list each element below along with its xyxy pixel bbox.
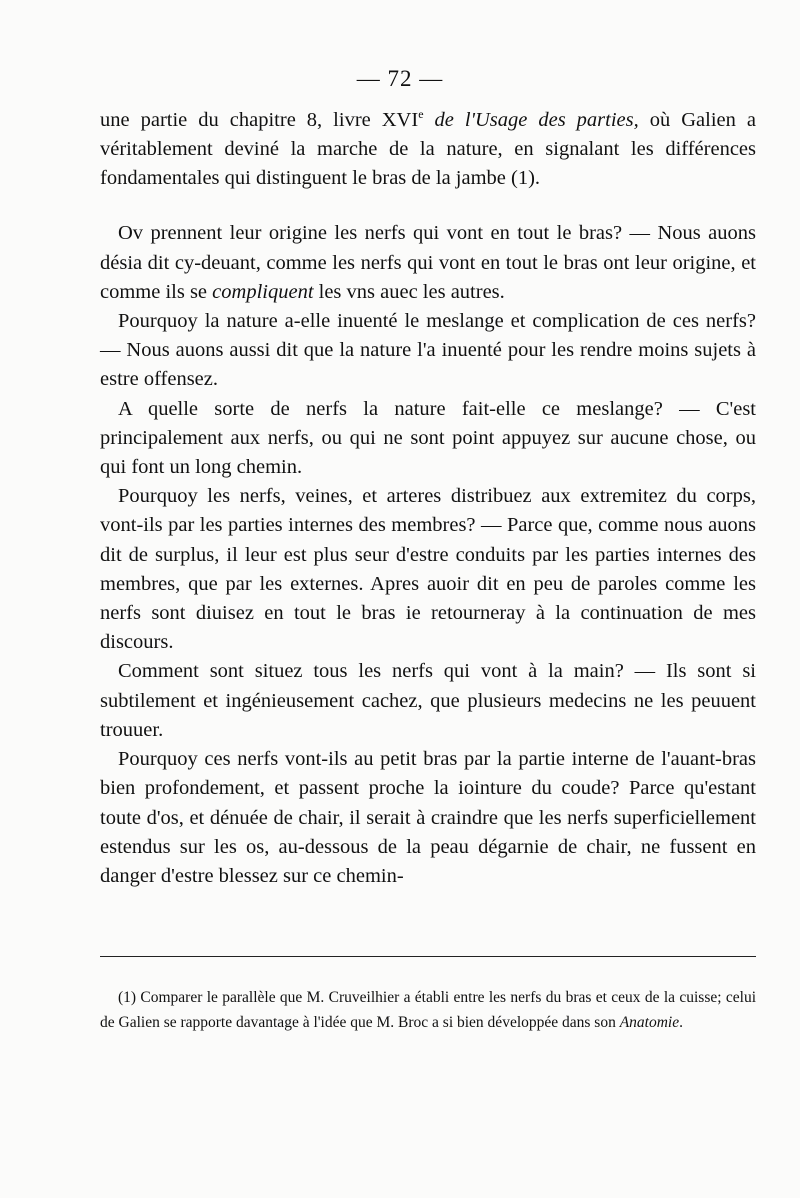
footnote-italic-word: Anatomie (619, 1013, 680, 1031)
paragraph-1-space (424, 109, 435, 131)
paragraph-7 (100, 745, 756, 891)
paragraph-1-superscript: e (418, 107, 424, 121)
paragraph-2-text: Ov prennent leur origine les nerfs qui vont en tout le bras? — Nous auons désia dit cy-deuant, comme les nerfs qui vont en tout le bras ont leur origine, et comme ils se (100, 222, 756, 303)
footnote-text: (1) Comparer le parallèle que M. Cruveilhier a établi entre les nerfs du bras et ceux de la cuisse; celui de Galien se rapporte davantage à l'idée que M. Broc a si bien développée dans son (100, 989, 756, 1031)
paragraph-3-text: Pourquoy la nature a-elle inuenté le meslange et complication de ces nerfs? — Nous auons aussi dit que la nature l'a inuenté pour les rendre moins sujets à estre offensez. (100, 310, 756, 391)
paragraph-3 (100, 307, 756, 395)
paragraph-7-text: Pourquoy ces nerfs vont-ils au petit bras par la partie interne de l'auant-bras bien profondement, et passent proche la iointure du coude? Parce qu'estant toute d'os, et dénuée de chair, il serait à craindre que les nerfs superficiellement estendus sur les os, au-dessous de la peau dégarnie de chair, ne fussent en danger d'estre blessez sur ce chemin- (100, 748, 756, 887)
paragraph-2-italic-word: compliquent (212, 280, 314, 303)
paragraph-1-italic-title: de l'Usage des parties, (434, 108, 639, 131)
paragraph-5 (100, 482, 756, 657)
footnote-paragraph (100, 986, 756, 1035)
paragraph-4-text: A quelle sorte de nerfs la nature fait-elle ce meslange? — C'est principalement aux nerfs, ou qui ne sont point appuyez sur aucune chose, ou qui font un long chemin. (100, 397, 756, 479)
paragraph-2-text-end: les vns auec les autres. (313, 280, 505, 303)
paragraph-1 (100, 100, 756, 193)
paragraph-6-text: Comment sont situez tous les nerfs qui vont à la main? — Ils sont si subtilement et ingénieusement cachez, que plusieurs medecins ne les peuuent trouuer. (100, 660, 756, 741)
page-number: — 72 — (356, 66, 444, 91)
paragraph-6 (100, 657, 756, 745)
paragraph-1-text-end: où Galien a véritablement deviné la marche de la nature, en signalant les différences fondamentales qui distinguent le bras de la jambe (1). (100, 108, 757, 190)
paragraph-2 (100, 219, 756, 307)
paragraph-4 (100, 395, 756, 483)
paragraph-5-text: Pourquoy les nerfs, veines, et arteres distribuez aux extremitez du corps, vont-ils par les parties internes des membres? — Parce que, comme nous auons dit de surplus, il leur est plus seur d'estre conduits par les parties internes des membres, que par les externes. Apres auoir dit en peu de paroles comme les nerfs sont diuisez en tout le bras ie retourneray à la continuation de mes discours. (100, 485, 756, 654)
paragraph-1-text: une partie du chapitre 8, livre XVI (100, 108, 419, 131)
footnote-divider (100, 956, 756, 957)
footnote-text-end: . (679, 1013, 683, 1031)
footnote (100, 986, 756, 1035)
body-text (100, 100, 756, 891)
